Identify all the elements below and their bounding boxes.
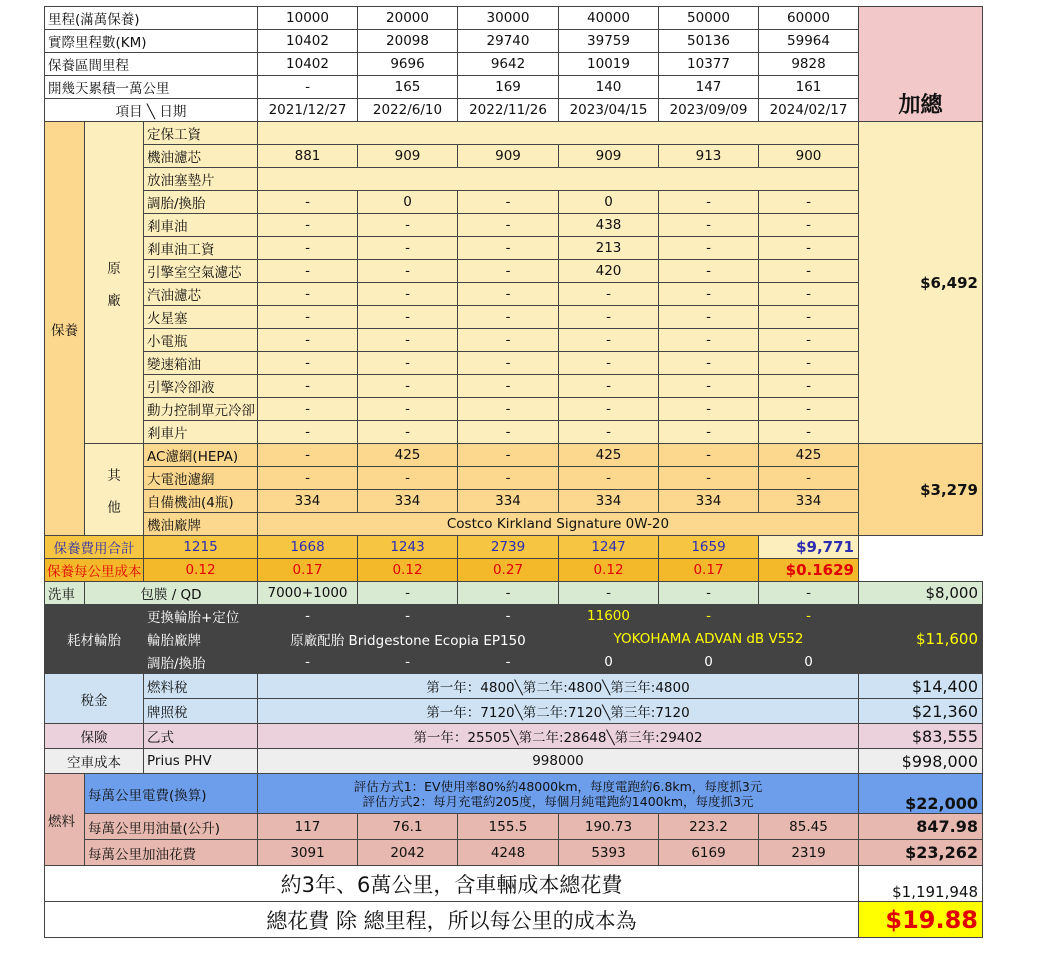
maintenance-per-km-value[interactable]: 0.27 (458, 559, 559, 582)
oil-brand-label[interactable]: 機油廠牌 (144, 513, 258, 536)
table-row (45, 605, 983, 628)
maintenance-value[interactable]: - (559, 283, 659, 306)
fuel-cost-value[interactable]: 6169 (659, 840, 759, 866)
header-value[interactable]: - (258, 76, 358, 99)
header-value[interactable]: 40000 (559, 7, 659, 30)
table-row (45, 444, 983, 467)
other-value[interactable]: - (458, 467, 559, 490)
insurance-total[interactable]: $83,555 (859, 724, 983, 749)
date-cell[interactable]: 2022/6/10 (358, 99, 458, 122)
date-cell[interactable]: 2023/04/15 (559, 99, 659, 122)
maintenance-sum-value[interactable]: 1215 (144, 536, 258, 559)
maintenance-value[interactable]: - (358, 306, 458, 329)
maintenance-value[interactable]: - (559, 398, 659, 421)
table-row (45, 7, 983, 30)
maintenance-group-label[interactable]: 保養 (45, 122, 85, 536)
fuel-oil-value[interactable]: 190.73 (559, 814, 659, 840)
table-row (45, 191, 983, 214)
fuel-oil-value[interactable]: 117 (258, 814, 358, 840)
elec-notes[interactable] (258, 774, 859, 814)
maintenance-value[interactable]: 913 (659, 145, 759, 168)
header-value[interactable]: 9642 (458, 53, 559, 76)
maintenance-value[interactable]: 881 (258, 145, 358, 168)
maintenance-value[interactable]: - (458, 329, 559, 352)
maintenance-sum-value[interactable]: 1659 (659, 536, 759, 559)
header-value[interactable]: 10402 (258, 30, 358, 53)
fuel-cost-value[interactable]: 2319 (759, 840, 859, 866)
maintenance-value[interactable]: 909 (559, 145, 659, 168)
maintenance-item[interactable]: 引擎冷卻液 (144, 375, 258, 398)
fuel-oil-value[interactable]: 223.2 (659, 814, 759, 840)
header-row-label[interactable]: 里程(滿萬保養) (45, 7, 258, 30)
fuel-cost-total[interactable]: $23,262 (859, 840, 983, 866)
table-row (45, 76, 983, 99)
tire-rotate-label[interactable]: 調胎/換胎 (144, 651, 258, 674)
maintenance-value[interactable]: 0 (358, 191, 458, 214)
maintenance-per-km-value[interactable]: 0.17 (258, 559, 358, 582)
table-row (45, 536, 983, 559)
maintenance-value[interactable]: - (258, 329, 358, 352)
other-value[interactable]: - (759, 467, 859, 490)
maintenance-value[interactable]: - (659, 329, 759, 352)
elec-cost-label[interactable]: 每萬公里電費(換算) (85, 774, 258, 814)
other-value[interactable]: 425 (759, 444, 859, 467)
maintenance-value[interactable]: - (258, 352, 358, 375)
maintenance-item[interactable]: 變速箱油 (144, 352, 258, 375)
wash-item[interactable]: 包膜 / QD (85, 582, 258, 605)
car-value[interactable]: 998000 (258, 749, 859, 774)
tax-label[interactable]: 稅金 (45, 674, 144, 724)
maintenance-value[interactable]: - (358, 421, 458, 444)
maintenance-value[interactable]: - (659, 375, 759, 398)
date-cell[interactable]: 2024/02/17 (759, 99, 859, 122)
maintenance-value[interactable]: - (659, 352, 759, 375)
other-value[interactable]: - (358, 467, 458, 490)
date-cell[interactable]: 2021/12/27 (258, 99, 358, 122)
maintenance-value[interactable]: - (458, 398, 559, 421)
tire-replace-label[interactable]: 更換輪胎+定位 (144, 605, 258, 628)
license-tax-label[interactable]: 牌照稅 (144, 699, 258, 724)
tire-rotate-value[interactable]: 0 (659, 651, 759, 674)
table-row (45, 260, 983, 283)
wash-value[interactable]: - (559, 582, 659, 605)
tire-brand-oem[interactable]: 原廠配胎 Bridgestone Ecopia EP150 (258, 628, 559, 651)
table-row (45, 513, 983, 536)
table-row (45, 398, 983, 421)
maintenance-sum-value[interactable]: 1668 (258, 536, 358, 559)
header-value[interactable]: 39759 (559, 30, 659, 53)
maintenance-item[interactable]: 機油濾芯 (144, 145, 258, 168)
table-row (45, 467, 983, 490)
table-row (45, 122, 983, 145)
item-date-label[interactable]: 項目 ╲ 日期 (45, 99, 258, 122)
table-row (45, 628, 983, 651)
tire-replace-value[interactable]: - (458, 605, 559, 628)
maintenance-item[interactable]: 定保工資 (144, 122, 258, 145)
maintenance-value[interactable]: - (759, 329, 859, 352)
maintenance-value[interactable]: - (559, 375, 659, 398)
oem-label-2: 廠 (107, 292, 121, 309)
maintenance-value[interactable]: - (759, 398, 859, 421)
maintenance-per-km-value[interactable]: 0.12 (559, 559, 659, 582)
table-row (45, 421, 983, 444)
maintenance-per-km-total[interactable]: $0.1629 (759, 559, 859, 582)
maintenance-value[interactable]: - (659, 421, 759, 444)
other-label-1: 其 (107, 467, 121, 484)
header-value[interactable]: 10377 (659, 53, 759, 76)
wash-value[interactable]: - (659, 582, 759, 605)
maintenance-value[interactable]: - (258, 214, 358, 237)
maintenance-value[interactable]: - (659, 237, 759, 260)
maintenance-value[interactable]: - (759, 375, 859, 398)
left-margin (0, 0, 44, 963)
table-row (45, 30, 983, 53)
fuel-oil-value[interactable]: 76.1 (358, 814, 458, 840)
other-value[interactable]: - (258, 467, 358, 490)
fuel-oil-total[interactable]: 847.98 (859, 814, 983, 840)
table-row (45, 582, 983, 605)
maintenance-value[interactable]: - (358, 329, 458, 352)
car-total[interactable]: $998,000 (859, 749, 983, 774)
oem-total[interactable]: $6,492 (859, 122, 983, 444)
summary-per-km-value[interactable]: $19.88 (859, 902, 983, 938)
maintenance-value[interactable]: - (659, 283, 759, 306)
summary-total-label[interactable]: 約3年、6萬公里，含車輛成本總花費 (45, 866, 859, 902)
maintenance-value[interactable]: - (759, 306, 859, 329)
oem-label-1: 原 (107, 260, 121, 277)
table-row (45, 375, 983, 398)
maintenance-value[interactable]: 420 (559, 260, 659, 283)
maintenance-value[interactable]: - (458, 421, 559, 444)
maintenance-item[interactable]: 剎車油 (144, 214, 258, 237)
table-row (45, 840, 983, 866)
table-row (45, 749, 983, 774)
wash-value[interactable]: - (458, 582, 559, 605)
maintenance-item[interactable]: 動力控制單元冷卻 (144, 398, 258, 421)
maintenance-value[interactable]: - (258, 421, 358, 444)
maintenance-value[interactable]: - (358, 237, 458, 260)
maintenance-per-km-label[interactable]: 保養每公里成本 (45, 559, 144, 582)
header-value[interactable]: 165 (358, 76, 458, 99)
other-label-2: 他 (107, 499, 121, 516)
table-row (45, 145, 983, 168)
blank-cell[interactable] (258, 168, 859, 191)
fuel-label[interactable]: 燃料 (45, 774, 85, 866)
maintenance-value[interactable]: 900 (759, 145, 859, 168)
maintenance-value[interactable]: - (358, 283, 458, 306)
maintenance-value[interactable]: - (759, 237, 859, 260)
fuel-cost-value[interactable]: 4248 (458, 840, 559, 866)
maintenance-value[interactable]: - (458, 375, 559, 398)
wash-value[interactable]: 7000+1000 (258, 582, 358, 605)
maintenance-sum-total[interactable]: $9,771 (759, 536, 859, 559)
car-cost-label[interactable]: 空車成本 (45, 749, 144, 774)
table-row (45, 214, 983, 237)
tire-replace-value[interactable]: - (659, 605, 759, 628)
header-value[interactable]: 60000 (759, 7, 859, 30)
date-cell[interactable]: 2022/11/26 (458, 99, 559, 122)
maintenance-value[interactable]: - (559, 421, 659, 444)
header-row-label[interactable]: 保養區間里程 (45, 53, 258, 76)
other-value[interactable]: - (659, 444, 759, 467)
wash-label[interactable]: 洗車 (45, 582, 85, 605)
other-value[interactable]: 425 (358, 444, 458, 467)
table-row (45, 866, 983, 902)
insurance-value[interactable]: 第一年：25505╲第二年:28648╲第三年:29402 (258, 724, 859, 749)
header-value[interactable]: 9696 (358, 53, 458, 76)
table-row (45, 306, 983, 329)
maintenance-value[interactable]: - (258, 191, 358, 214)
other-value[interactable]: - (659, 467, 759, 490)
maintenance-value[interactable]: - (458, 260, 559, 283)
maintenance-sum-label[interactable]: 保養費用合計 (45, 536, 144, 559)
maintenance-value[interactable]: - (458, 214, 559, 237)
table-row (45, 352, 983, 375)
other-total[interactable]: $3,279 (859, 444, 983, 536)
maintenance-value[interactable]: - (559, 352, 659, 375)
date-cell[interactable]: 2023/09/09 (659, 99, 759, 122)
maintenance-value[interactable]: - (759, 191, 859, 214)
other-value[interactable]: - (458, 444, 559, 467)
maintenance-value[interactable]: - (759, 352, 859, 375)
maintenance-value[interactable]: - (759, 260, 859, 283)
maintenance-value[interactable]: - (258, 375, 358, 398)
tire-replace-value[interactable]: 11600 (559, 605, 659, 628)
maintenance-per-km-value[interactable]: 0.12 (144, 559, 258, 582)
header-row-label[interactable]: 開幾天累積一萬公里 (45, 76, 258, 99)
header-value[interactable]: 169 (458, 76, 559, 99)
fuel-cost-value[interactable]: 5393 (559, 840, 659, 866)
maintenance-sum-value[interactable]: 1243 (358, 536, 458, 559)
maintenance-value[interactable]: - (258, 260, 358, 283)
header-value[interactable]: 140 (559, 76, 659, 99)
table-row (45, 651, 983, 674)
maintenance-value[interactable]: - (659, 214, 759, 237)
tire-rotate-value[interactable]: 0 (759, 651, 859, 674)
other-value[interactable]: 334 (258, 490, 358, 513)
maintenance-value[interactable]: - (358, 375, 458, 398)
table-row (45, 329, 983, 352)
fuel-tax-total[interactable]: $14,400 (859, 674, 983, 699)
maintenance-item[interactable]: 放油塞墊片 (144, 168, 258, 191)
tire-rotate-value[interactable]: 0 (559, 651, 659, 674)
tire-replace-value[interactable]: - (759, 605, 859, 628)
maintenance-value[interactable]: - (759, 214, 859, 237)
table-row (45, 283, 983, 306)
maintenance-value[interactable]: - (458, 237, 559, 260)
tire-rotate-value[interactable]: - (358, 651, 458, 674)
maintenance-value[interactable]: 213 (559, 237, 659, 260)
summary-per-km-label[interactable]: 總花費 除 總里程，所以每公里的成本為 (45, 902, 859, 938)
maintenance-value[interactable]: 438 (559, 214, 659, 237)
wash-total[interactable]: $8,000 (859, 582, 983, 605)
maintenance-value[interactable]: - (458, 191, 559, 214)
maintenance-value[interactable]: - (458, 283, 559, 306)
table-row (45, 699, 983, 724)
header-value[interactable]: 20098 (358, 30, 458, 53)
maintenance-value[interactable]: - (258, 283, 358, 306)
header-value[interactable]: 10019 (559, 53, 659, 76)
car-item[interactable]: Prius PHV (144, 749, 258, 774)
header-value[interactable]: 10000 (258, 7, 358, 30)
fuel-oil-value[interactable]: 85.45 (759, 814, 859, 840)
maintenance-value[interactable]: - (258, 237, 358, 260)
tire-replace-value[interactable]: - (358, 605, 458, 628)
insurance-label[interactable]: 保險 (45, 724, 144, 749)
summary-total-value[interactable]: $1,191,948 (859, 866, 983, 902)
header-value[interactable]: 50136 (659, 30, 759, 53)
table-row (45, 724, 983, 749)
other-value[interactable]: 334 (358, 490, 458, 513)
maintenance-value[interactable]: - (358, 352, 458, 375)
fuel-oil-value[interactable]: 155.5 (458, 814, 559, 840)
header-value[interactable]: 50000 (659, 7, 759, 30)
maintenance-value[interactable]: - (759, 283, 859, 306)
fuel-cost-label[interactable]: 每萬公里加油花費 (85, 840, 258, 866)
fuel-cost-value[interactable]: 3091 (258, 840, 358, 866)
header-value[interactable]: 10402 (258, 53, 358, 76)
elec-total[interactable]: $22,000 (859, 774, 983, 814)
wash-value[interactable]: - (358, 582, 458, 605)
table-row (45, 237, 983, 260)
table-row (45, 559, 983, 582)
header-value[interactable]: 30000 (458, 7, 559, 30)
maintenance-value[interactable]: - (659, 306, 759, 329)
maintenance-value[interactable]: - (258, 306, 358, 329)
table-row (45, 674, 983, 699)
insurance-item[interactable]: 乙式 (144, 724, 258, 749)
maintenance-value[interactable]: - (659, 191, 759, 214)
maintenance-value[interactable]: - (358, 214, 458, 237)
maintenance-value[interactable]: - (559, 329, 659, 352)
maintenance-item[interactable]: 火星塞 (144, 306, 258, 329)
tires-total[interactable]: $11,600 (859, 605, 983, 674)
maintenance-item[interactable]: 小電瓶 (144, 329, 258, 352)
wash-value[interactable]: - (759, 582, 859, 605)
tire-brand-new[interactable]: YOKOHAMA ADVAN dB V552 (559, 628, 859, 651)
maintenance-sum-value[interactable]: 1247 (559, 536, 659, 559)
maintenance-value[interactable]: - (358, 260, 458, 283)
maintenance-per-km-value[interactable]: 0.12 (358, 559, 458, 582)
other-value[interactable]: - (559, 467, 659, 490)
fuel-tax-label[interactable]: 燃料稅 (144, 674, 258, 699)
maintenance-item[interactable]: 引擎室空氣濾芯 (144, 260, 258, 283)
maintenance-item[interactable]: 調胎/換胎 (144, 191, 258, 214)
total-header-blank[interactable] (859, 7, 983, 122)
total-header: 加總 (898, 93, 943, 118)
header-value[interactable]: 59964 (759, 30, 859, 53)
tires-label[interactable]: 耗材輪胎 (45, 605, 144, 674)
car-cost-table (44, 6, 983, 938)
elec-note-2: 評估方式2：每月充電約205度，每個月純電跑約1400km，每度抓3元 (362, 793, 754, 809)
maintenance-value[interactable]: - (559, 306, 659, 329)
maintenance-value[interactable]: 0 (559, 191, 659, 214)
maintenance-value[interactable]: 909 (358, 145, 458, 168)
fuel-tax-value[interactable]: 第一年：4800╲第二年:4800╲第三年:4800 (258, 674, 859, 699)
table-row (45, 490, 983, 513)
maintenance-value[interactable]: - (659, 260, 759, 283)
header-value[interactable]: 147 (659, 76, 759, 99)
table-row (45, 168, 983, 191)
license-tax-total[interactable]: $21,360 (859, 699, 983, 724)
maintenance-value[interactable]: - (458, 352, 559, 375)
other-value[interactable]: 425 (559, 444, 659, 467)
other-item[interactable]: AC濾網(HEPA) (144, 444, 258, 467)
table-row (45, 99, 983, 122)
maintenance-value[interactable]: 909 (458, 145, 559, 168)
table-row (45, 774, 983, 814)
maintenance-item[interactable]: 剎車片 (144, 421, 258, 444)
other-label[interactable] (85, 444, 144, 536)
other-value[interactable]: 334 (759, 490, 859, 513)
other-value[interactable]: 334 (458, 490, 559, 513)
other-value[interactable]: 334 (659, 490, 759, 513)
blank-cell[interactable] (258, 122, 859, 145)
tire-rotate-value[interactable]: - (458, 651, 559, 674)
fuel-oil-label[interactable]: 每萬公里用油量(公升) (85, 814, 258, 840)
fuel-cost-value[interactable]: 2042 (358, 840, 458, 866)
header-value[interactable]: 9828 (759, 53, 859, 76)
tire-replace-value[interactable]: - (258, 605, 358, 628)
oem-label[interactable] (85, 122, 144, 444)
table-row (45, 902, 983, 938)
header-row-label[interactable]: 實際里程數(KM) (45, 30, 258, 53)
maintenance-sum-value[interactable]: 2739 (458, 536, 559, 559)
tire-brand-label[interactable]: 輪胎廠牌 (144, 628, 258, 651)
other-value[interactable]: - (258, 444, 358, 467)
maintenance-value[interactable]: - (458, 306, 559, 329)
other-value[interactable]: 334 (559, 490, 659, 513)
other-item[interactable]: 大電池濾網 (144, 467, 258, 490)
header-value[interactable]: 29740 (458, 30, 559, 53)
maintenance-value[interactable]: - (759, 421, 859, 444)
maintenance-value[interactable]: - (358, 398, 458, 421)
elec-note-1: 評估方式1：EV使用率80%約48000km，每度電跑約6.8km，每度抓3元 (353, 778, 763, 794)
table-row (45, 814, 983, 840)
maintenance-item[interactable]: 剎車油工資 (144, 237, 258, 260)
tire-rotate-value[interactable]: - (258, 651, 358, 674)
header-value[interactable]: 161 (759, 76, 859, 99)
table-row (45, 53, 983, 76)
maintenance-per-km-value[interactable]: 0.17 (659, 559, 759, 582)
other-item[interactable]: 自備機油(4瓶) (144, 490, 258, 513)
license-tax-value[interactable]: 第一年：7120╲第二年:7120╲第三年:7120 (258, 699, 859, 724)
maintenance-value[interactable]: - (659, 398, 759, 421)
maintenance-value[interactable]: - (258, 398, 358, 421)
oil-brand[interactable]: Costco Kirkland Signature 0W-20 (258, 513, 859, 536)
maintenance-item[interactable]: 汽油濾芯 (144, 283, 258, 306)
header-value[interactable]: 20000 (358, 7, 458, 30)
